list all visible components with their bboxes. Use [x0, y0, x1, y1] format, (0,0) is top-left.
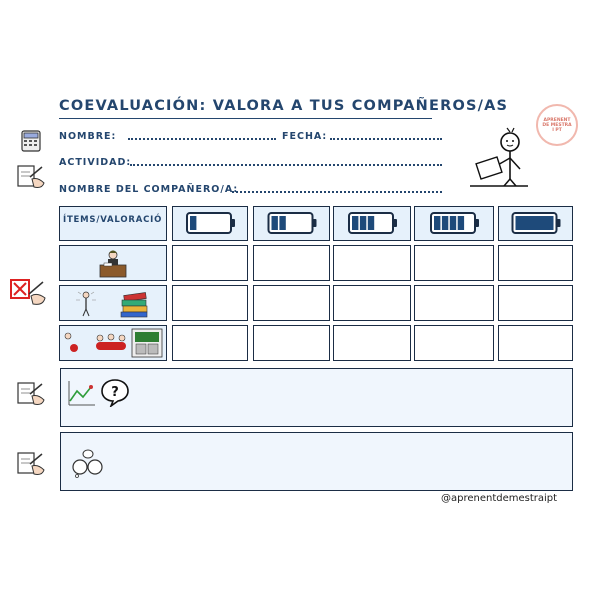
person-and-books-icon	[60, 286, 166, 320]
row-icon-cell	[59, 285, 167, 321]
rating-cell[interactable]	[498, 285, 573, 321]
thinking-bubbles-icon	[71, 449, 105, 479]
logo-text: APRENENT DE MESTRA I PT	[542, 117, 572, 133]
activity-label: ACTIVIDAD:	[59, 157, 132, 168]
writing-hand-icon	[16, 380, 48, 408]
rating-cell[interactable]	[253, 285, 330, 321]
partner-label: NOMBRE DEL COMPAÑERO/A:	[59, 184, 239, 195]
comments-box[interactable]	[60, 432, 573, 491]
calculator-icon	[20, 129, 42, 153]
rating-cell[interactable]	[172, 325, 248, 361]
battery-icon	[254, 207, 331, 240]
cross-checkbox-icon	[9, 276, 51, 308]
observations-box[interactable]	[60, 368, 573, 427]
battery-level-header	[253, 206, 330, 241]
row-icon-cell	[59, 245, 167, 281]
rating-cell[interactable]	[172, 245, 248, 281]
page-title: COEVALUACIÓN: VALORA A TUS COMPAÑEROS/AS	[59, 98, 509, 114]
teacher-with-clipboard-icon	[466, 124, 538, 190]
battery-level-header	[414, 206, 494, 241]
rating-cell[interactable]	[333, 245, 411, 281]
rating-cell[interactable]	[333, 325, 411, 361]
battery-icon	[334, 207, 412, 240]
question-bubble-icon	[99, 377, 131, 407]
rating-cell[interactable]	[414, 325, 494, 361]
student-at-desk-icon	[60, 246, 166, 280]
battery-icon	[173, 207, 249, 240]
battery-icon	[415, 207, 495, 240]
svg-text:?: ?	[111, 385, 119, 400]
name-field[interactable]	[128, 138, 276, 140]
date-label: FECHA:	[282, 131, 328, 142]
battery-level-header	[172, 206, 248, 241]
activity-field[interactable]	[130, 164, 442, 166]
writing-hand-icon	[16, 450, 48, 478]
partner-field[interactable]	[232, 191, 442, 193]
progress-chart-icon	[65, 377, 97, 409]
brand-logo	[536, 104, 578, 146]
rating-cell[interactable]	[253, 325, 330, 361]
rating-cell[interactable]	[253, 245, 330, 281]
name-label: NOMBRE:	[59, 131, 117, 142]
rating-cell[interactable]	[333, 285, 411, 321]
writing-hand-icon	[16, 163, 48, 191]
battery-icon	[499, 207, 574, 240]
group-work-icon	[60, 326, 166, 360]
title-underline	[59, 118, 432, 119]
rating-cell[interactable]	[414, 285, 494, 321]
watermark: @aprenentdemestraipt	[441, 493, 558, 504]
row-icon-cell	[59, 325, 167, 361]
rating-cell[interactable]	[172, 285, 248, 321]
rating-cell[interactable]	[414, 245, 494, 281]
rating-cell[interactable]	[498, 325, 573, 361]
battery-level-header	[498, 206, 573, 241]
items-header-label: ÍTEMS/VALORACIÓ	[63, 215, 163, 225]
rating-cell[interactable]	[498, 245, 573, 281]
battery-level-header	[333, 206, 411, 241]
date-field[interactable]	[330, 138, 442, 140]
